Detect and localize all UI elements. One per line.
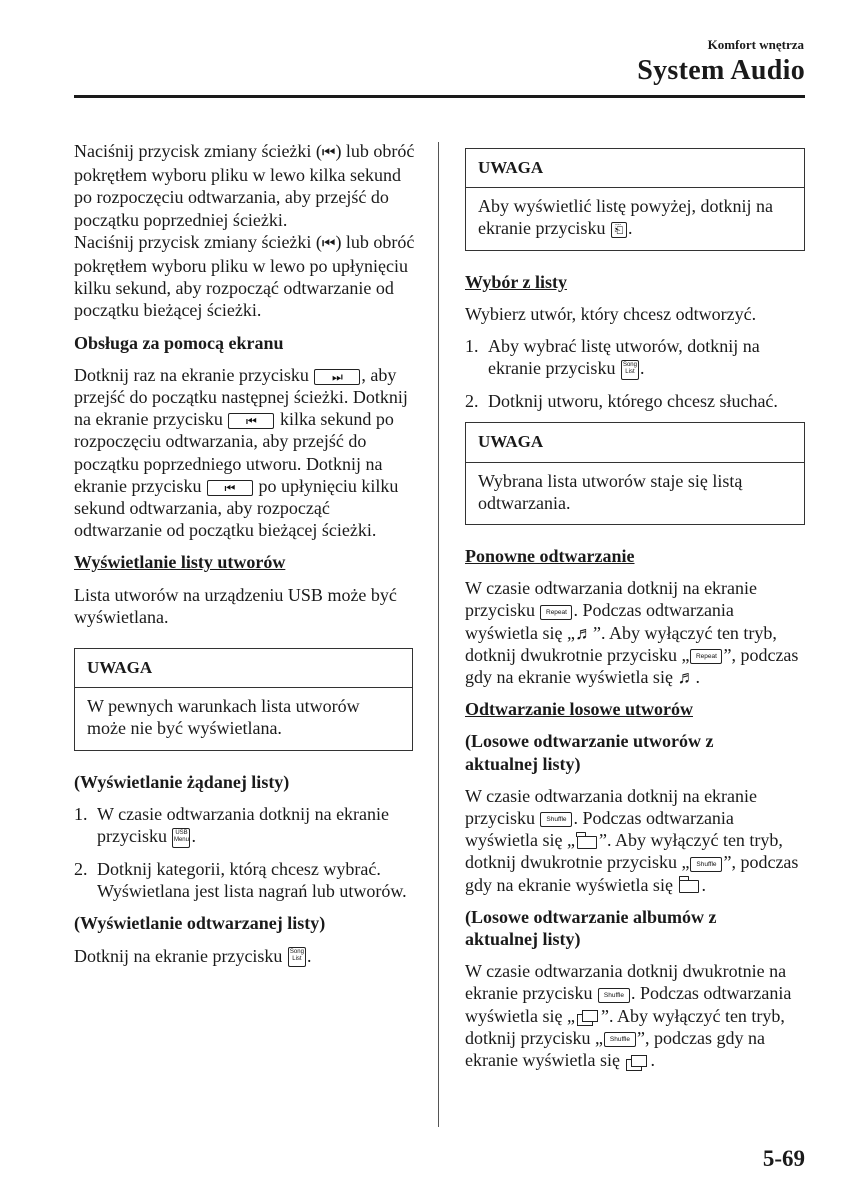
track-down-icon: ⏮ <box>321 235 336 252</box>
paragraph-screen-operation: Dotknij raz na ekranie przycisku ⏭ , aby przejść do początku następnej ścieżki. Dotknij na ekranie przycisku ⏮ kilka sekund po rozpoczęciu odtwarzania, aby przejść do początku poprzedniego utworu. Dotknij na ekranie przycisku ⏮ po upłynięciu kilku sekund odtwarzania, aby rozpocząć odtwarzanie od początku bieżącej ścieżki. <box>74 364 408 541</box>
heading-playing-list: (Wyświetlanie odtwarzanej listy) <box>74 913 326 934</box>
list-item: 1. W czasie odtwarzania dotknij na ekranie przycisku USB Menu . <box>74 803 390 847</box>
steps-requested-list <box>74 803 419 902</box>
song-list-button-icon: Song List <box>288 947 306 967</box>
heading-random-tracks: (Losowe odtwarzanie utworów z aktualnej listy) <box>465 731 714 774</box>
steps-choose <box>465 335 805 412</box>
heading-choose-from-list: Wybór z listy <box>465 271 567 292</box>
heading-random: Odtwarzanie losowe utworów <box>465 699 693 720</box>
paragraph-prev-track: Naciśnij przycisk zmiany ścieżki (⏮) lub obróć pokrętłem wyboru pliku w lewo kilka sekund po rozpoczęciu odtwarzania, aby przejść do początku poprzedniej ścieżki. <box>74 141 415 230</box>
shuffle-button-icon: Shuffle <box>604 1032 636 1047</box>
paragraph-repeat: W czasie odtwarzania dotknij na ekranie przycisku Repeat . Podczas odtwarzania wyświetla się „♬”. Aby wyłączyć ten tryb, dotknij dwukrotnie przycisku „ Repeat ”, podczas gdy na ekranie wyświetla się ♬. <box>465 578 799 687</box>
note-box <box>465 148 805 251</box>
track-down-icon: ⏮ <box>321 145 336 161</box>
shuffle-button-icon: Shuffle <box>690 857 722 872</box>
previous-track-button-icon: ⏮ <box>228 413 274 429</box>
note-body: W pewnych warunkach lista utworów może nie być wyświetlana. <box>87 696 360 739</box>
section-header: Komfort wnętrza <box>707 37 804 52</box>
song-list-button-icon: Song List <box>621 360 639 380</box>
left-column <box>74 140 419 977</box>
list-item: 2. Dotknij kategorii, którą chcesz wybrać. Wyświetlana jest lista nagrań lub utworów. <box>74 858 407 902</box>
shuffle-button-icon: Shuffle <box>540 812 572 827</box>
note-title: UWAGA <box>466 149 804 188</box>
column-divider <box>438 142 439 1127</box>
folder-icon <box>577 836 597 849</box>
repeat-button-icon: Repeat <box>690 649 722 664</box>
note-body: Wybrana lista utworów staje się listą odtwarzania. <box>478 470 743 513</box>
usb-menu-button-icon: USB Menu <box>172 828 190 848</box>
note-body: Aby wyświetlić listę powyżej, dotknij na ekranie przycisku ⎗ . <box>478 196 773 239</box>
note-box <box>465 422 805 525</box>
heading-random-albums: (Losowe odtwarzanie albumów z aktualnej listy) <box>465 906 717 949</box>
heading-track-list: Wyświetlanie listy utworów <box>74 552 286 573</box>
page-number: 5-69 <box>762 1146 805 1171</box>
note-title: UWAGA <box>75 649 412 688</box>
paragraph-random-albums: W czasie odtwarzania dotknij dwukrotnie na ekranie przycisku Shuffle . Podczas odtwarzania wyświetla się „ ”. Aby wyłączyć ten tryb, dotknij przycisku „ Shuffle ”, podczas gdy na ekranie wyświetla się . <box>465 961 792 1070</box>
paragraph-choose: Wybierz utwór, który chcesz odtworzyć. <box>465 303 757 324</box>
heading-screen-operation: Obsługa za pomocą ekranu <box>74 332 284 353</box>
repeat-icon: ♬ <box>574 622 593 643</box>
note-box <box>74 648 413 751</box>
repeat-button-icon: Repeat <box>540 605 572 620</box>
page-title: System Audio <box>637 55 805 86</box>
right-column <box>465 148 805 1081</box>
repeat-icon: ♬ <box>677 666 696 687</box>
list-icon: ⎗ <box>611 222 627 238</box>
shuffle-button-icon: Shuffle <box>598 988 630 1003</box>
header-rule <box>74 95 805 98</box>
paragraph-random-tracks: W czasie odtwarzania dotknij na ekranie przycisku Shuffle . Podczas odtwarzania wyświetla się „ ”. Aby wyłączyć ten tryb, dotknij dwukrotnie przycisku „ Shuffle ”, podczas gdy na ekranie wyświetla się . <box>465 785 799 895</box>
folders-icon <box>577 1009 599 1025</box>
note-title: UWAGA <box>466 423 804 462</box>
folders-icon <box>626 1054 648 1070</box>
previous-track-button-icon: ⏮ <box>207 480 253 496</box>
paragraph-track-list: Lista utworów na urządzeniu USB może być wyświetlana. <box>74 584 397 627</box>
paragraph-restart-track: Naciśnij przycisk zmiany ścieżki (⏮) lub obróć pokrętłem wyboru pliku w lewo po upłynięciu kilku sekund, aby rozpocząć odtwarzanie od początku bieżącej ścieżki. <box>74 231 415 321</box>
heading-requested-list: (Wyświetlanie żądanej listy) <box>74 771 290 792</box>
list-item: 1. Aby wybrać listę utworów, dotknij na ekranie przycisku Song List . <box>465 336 760 379</box>
paragraph-playing-list: Dotknij na ekranie przycisku Song List . <box>74 945 312 966</box>
list-item: 2. Dotknij utworu, którego chcesz słuchać. <box>465 391 778 412</box>
heading-repeat: Ponowne odtwarzanie <box>465 545 635 566</box>
next-track-button-icon: ⏭ <box>314 369 360 385</box>
folder-icon <box>679 880 699 893</box>
